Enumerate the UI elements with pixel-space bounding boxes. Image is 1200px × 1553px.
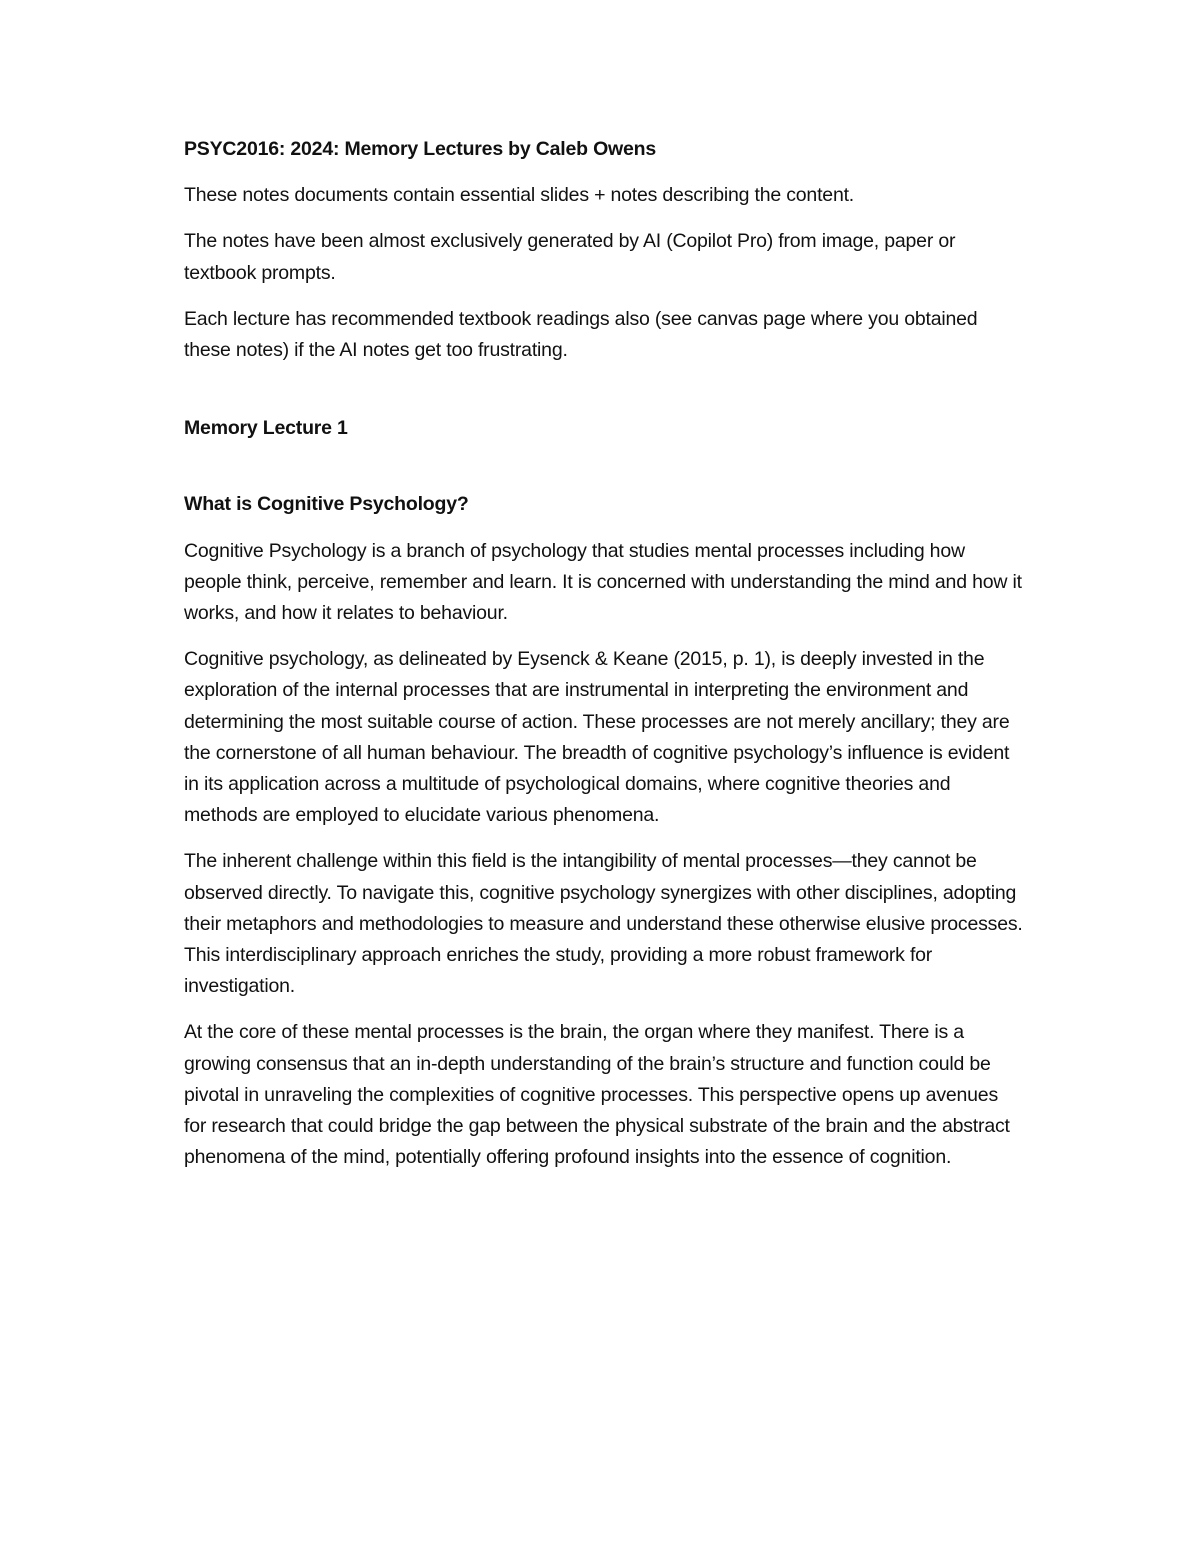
section-paragraph-4: At the core of these mental processes is the brain, the organ where they manifest. There is a growing consensus that an in-depth understanding of the brain’s structure and function could be pivotal in unraveling the complexities of cognitive processes. This perspective opens up avenues for research that could bridge the gap between the physical substrate of the brain and the abstract phenomena of the mind, potentially offering profound insights into the essence of cognition. <box>184 1021 1010 1169</box>
intro-paragraph-1: These notes documents contain essential slides + notes describing the content. <box>184 184 855 207</box>
intro-paragraph-3: Each lecture has recommended textbook readings also (see canvas page where you obtained these notes) if the AI notes get too frustrating. <box>184 307 978 362</box>
document-title: PSYC2016: 2024: Memory Lectures by Caleb Owens <box>184 138 657 160</box>
section-heading: What is Cognitive Psychology? <box>184 493 469 516</box>
lecture-heading: Memory Lecture 1 <box>184 417 348 440</box>
section-paragraph-3: The inherent challenge within this field is the intangibility of mental processes—they cannot be observed directly. To navigate this, cognitive psychology synergizes with other disciplines, adopting their metaphors and methodologies to measure and understand these otherwise elusive processes. This interdisciplinary approach enriches the study, providing a more robust framework for investigation. <box>184 850 1023 998</box>
intro-paragraph-2: The notes have been almost exclusively generated by AI (Copilot Pro) from image, paper or textbook prompts. <box>184 230 956 284</box>
section-paragraph-2: Cognitive psychology, as delineated by Eysenck & Keane (2015, p. 1), is deeply invested in the exploration of the internal processes that are instrumental in interpreting the environment and determining the most suitable course of action. These processes are not merely ancillary; they are the cornerstone of all human behaviour. The breadth of cognitive psychology’s influence is evident in its application across a multitude of psychological domains, where cognitive theories and methods are employed to elucidate various phenomena. <box>184 648 1010 827</box>
document-body <box>184 134 1024 1188</box>
section-paragraph-1: Cognitive Psychology is a branch of psychology that studies mental processes including how people think, perceive, remember and learn. It is concerned with understanding the mind and how it works, and how it relates to behaviour. <box>184 539 1022 625</box>
